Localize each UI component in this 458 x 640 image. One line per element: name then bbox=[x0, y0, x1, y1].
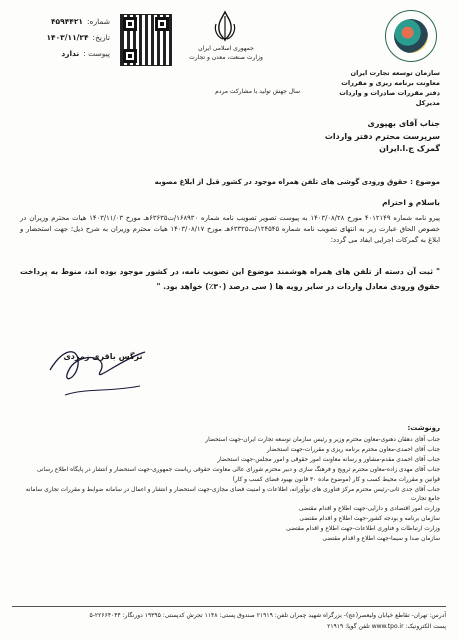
signer-name: نرگس باقری زمردی bbox=[63, 352, 143, 361]
cc-item: وزارت امور اقتصادی و دارایی-جهت اطلاع و اقدام مقتضی bbox=[298, 506, 440, 513]
government-header bbox=[188, 44, 264, 62]
qr-code bbox=[120, 14, 172, 66]
recipient-line-3: گمرک ج.ا.ایران bbox=[379, 144, 440, 153]
cc-item: جناب آقای احمدی مقدم-مشاور و رسانه معاونت امور حقوقی و امور مجلس-جهت استحضار bbox=[217, 456, 440, 463]
cc-item: سازمان برنامه و بودجه کشور-جهت اطلاع و اقدام مقتضی bbox=[299, 516, 440, 523]
footer-contact: پست الکترونیک: www.tpo.ir تلفن گویا: ۲۱۹۱۹ bbox=[327, 623, 446, 630]
date-value: ۱۴۰۳/۱۱/۲۴ bbox=[46, 33, 89, 42]
date-row bbox=[10, 30, 110, 46]
letter-meta bbox=[10, 14, 110, 62]
cc-item: جناب آقای مهدی زاده-معاون محترم ترویج و فرهنگ سازی و دبیر محترم شورای عالی معاونت حقوقی ریاست جمهوری-جهت استحضار و انتشار در پایگاه اطلاع رسانی قوانین و مقررات محیط کسب و کار (موضوع ماده ۳۰ قانون بهبود فضای کسب و کار) bbox=[36, 466, 440, 483]
org-line-3: دفتر مقررات صادرات و واردات bbox=[339, 89, 440, 97]
iran-emblem-icon bbox=[210, 10, 240, 42]
cc-title: رونوشت: bbox=[407, 424, 440, 432]
attachment-label: پیوست : bbox=[83, 49, 110, 58]
number-label: شماره: bbox=[87, 17, 110, 26]
cc-list bbox=[20, 436, 440, 545]
body-paragraph-1: پیرو نامه شماره ۴۰۱۲۱۴۹ مورخ ۱۴۰۳/۰۸/۲۸ به پیوست تصویر تصویب نامه شماره ۱۶۸۹۳۰/ت۶۳۶۳۵هـ مورخ ۱۴۰۳/۱۱/۰۳ هیات محترم وزیران در خصوص الحاق عبارت زیر به انتهای تصویب نامه شماره ۱۲۴۵۴۵/ت۶۳۳۲۵هـ مورخ ۱۴۰۳/۰۸/۱۷ هیات محترم وزیران به شرح ذیل؛ جهت استحضار و ابلاغ به گمرکات اجرایی ایفاد می گردد: bbox=[20, 214, 440, 244]
cc-item: جناب آقای احمدی-معاون محترم برنامه ریزی و مقررات-جهت استحضار bbox=[266, 446, 440, 453]
year-slogan: سال جهش تولید با مشارکت مردم bbox=[215, 88, 300, 95]
org-line-4: مدیرکل bbox=[415, 99, 440, 107]
attachment-row bbox=[10, 46, 110, 62]
org-line-2: معاونت برنامه ریزی و مقررات bbox=[341, 79, 440, 87]
recipient-line-2: سرپرست محترم دفتر واردات bbox=[324, 131, 440, 141]
letter-subject: موضوع : حقوق ورودی گوشی های تلفن همراه موجود در کشور قبل از ابلاغ مصوبه bbox=[154, 178, 440, 186]
recipient-line-1: جناب آقای بهپوری bbox=[367, 119, 440, 128]
org-line-1: سازمان توسعه تجارت ایران bbox=[350, 69, 440, 77]
number-row bbox=[10, 14, 110, 30]
body-paragraph-2: " ثبت آن دسته از تلفن های همراه هوشمند موضوع این تصویب نامه، در کشور موجود بوده اند، منوط به پرداخت حقوق ورودی معادل واردات در سایر رویه ها ( سی درصد (۳۰٪) خواهد بود. " bbox=[20, 267, 440, 291]
date-label: تاریخ: bbox=[92, 33, 110, 42]
tpo-logo-mark bbox=[394, 19, 428, 53]
attachment-value: ندارد bbox=[61, 49, 80, 58]
greeting: باسلام و احترام bbox=[382, 198, 440, 207]
cc-item: جناب آقای جدی ثانی-رئیس محترم مرکز فناوری های نوآورانه، اطلاعات و امنیت فضای مجازی-جهت استحضار و انتشار و اعمال در سامانه ضوابط و مقررات تجاری سامانه جامع تجارت bbox=[25, 486, 440, 503]
footer-address: آدرس: تهران- تقاطع خیابان ولیعصر(عج)- بزرگراه شهید چمران تلفن: ۲۱۹۱۹ صندوق پستی: ۱۱۴۸ تجرش کدپستی: ۱۹۳۹۵ دورنگار: ۲۲۶۶۴۰۴۴-۵ bbox=[89, 612, 446, 619]
gov-line-1: جمهوری اسلامی ایران bbox=[198, 45, 254, 52]
organization-header bbox=[310, 68, 440, 108]
gov-line-2: وزارت صنعت، معدن و تجارت bbox=[189, 54, 263, 61]
cc-item: جناب آقای دهقان دهنوی-معاون محترم وزیر و رئیس سازمان توسعه تجارت ایران-جهت استحضار bbox=[205, 437, 440, 443]
tpo-logo bbox=[385, 10, 437, 62]
recipient-block bbox=[210, 118, 440, 156]
letter-footer bbox=[12, 606, 446, 632]
number-value: ۴۵۹۴۴۲۱ bbox=[50, 17, 84, 26]
cc-item: وزارت ارتباطات و فناوری اطلاعات-جهت اطلاع و اقدام مقتضی bbox=[286, 526, 440, 533]
cc-item: سازمان صدا و سیما-جهت اطلاع و اقدام مقتضی bbox=[322, 536, 440, 543]
